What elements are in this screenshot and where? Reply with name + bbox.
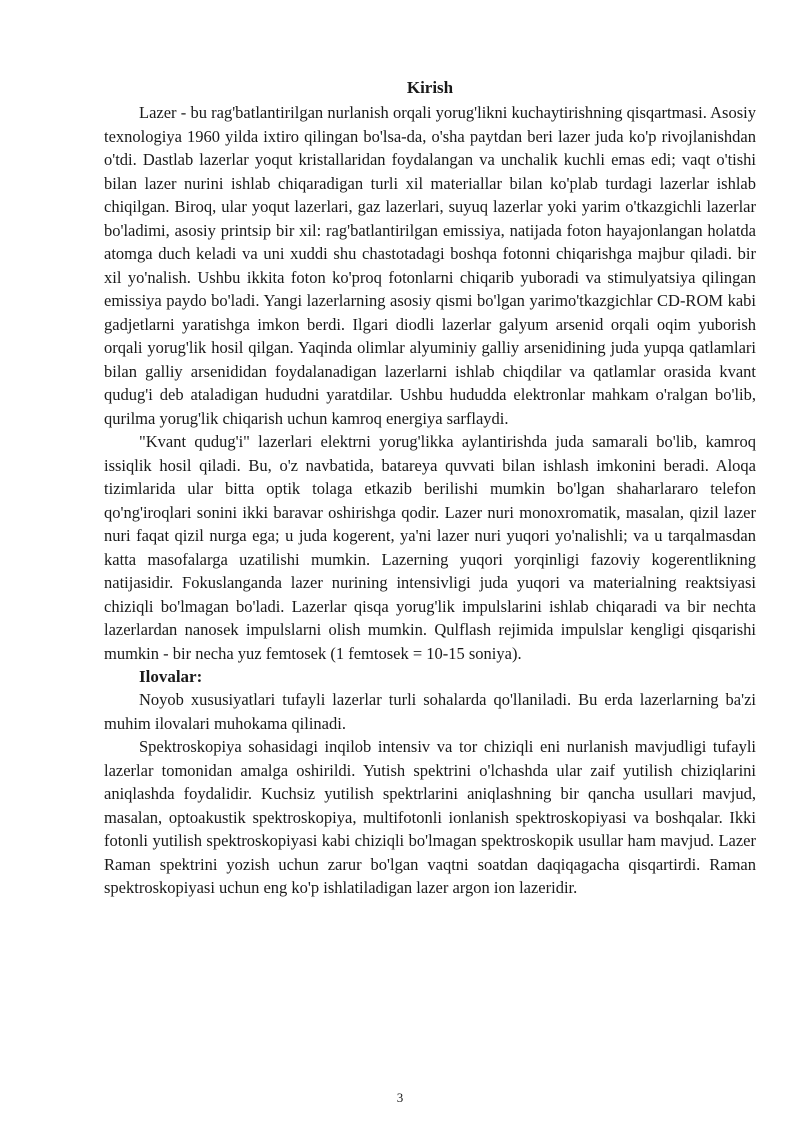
intro-paragraph-2: "Kvant qudug'i" lazerlari elektrni yorug'likka aylantirishda juda samarali bo'lib, kamroq issiqlik hosil qiladi. Bu, o'z navbatida, batareya quvvati bilan ishlash imkonini beradi. Aloqa tizimlarida ular bitta optik tolaga etkazib berilishi mumkin bo'lgan shaharlararo telefon qo'ng'iroqlari sonini ikki baravar oshirishga qodir. Lazer nuri monoxromatik, masalan, qizil lazer nuri faqat qizil nurga ega; u juda kogerent, ya'ni lazer nuri yuqori yo'nalishli; va u tarqalmasdan katta masofalarga uzatilishi mumkin. Lazerning yuqori yorqinligi fazoviy kogerentlikning natijasidir. Fokuslanganda lazer nurining intensivligi juda yuqori va materialning reaktsiyasi chiziqli bo'lmagan bo'ladi. Lazerlar qisqa yorug'lik impulslarini ishlab chiqaradi va bir nechta lazerlardan nanosek impulslarni olish mumkin. Qulflash rejimida impulslar kengligi qisqarishi mumkin - bir necha yuz femtosek (1 femtosek = 10-15 soniya). bbox=[104, 432, 756, 663]
section-heading-applications: Ilovalar: bbox=[139, 667, 203, 686]
applications-paragraph-1: Noyob xususiyatlari tufayli lazerlar turli sohalarda qo'llaniladi. Bu erda lazerlarning ba'zi muhim ilovalari muhokama qilinadi. bbox=[104, 690, 756, 733]
document-title: Kirish bbox=[406, 78, 454, 97]
intro-paragraph-1: Lazer - bu rag'batlantirilgan nurlanish orqali yorug'likni kuchaytirishning qisqartmasi. Asosiy texnologiya 1960 yilda ixtiro qilingan bo'lsa-da, o'sha paytdan beri lazer juda ko'p rivojlanishdan o'tdi. Dastlab lazerlar yoqut kristallaridan foydalangan va unchalik kuchli emas edi; vaqt o'tishi bilan lazer nurini ishlab chiqaradigan turli xil materiallar bilan ko'plab turdagi lazerlar ishlab chiqilgan. Biroq, ular yoqut lazerlari, gaz lazerlari, suyuq lazerlar yoki yarim o'tkazgichli lazerlar bo'ladimi, asosiy printsip bir xil: rag'batlantirilgan emissiya, natijada foton hayajonlangan holatda atomga duch keladi va uni xuddi shu chastotadagi boshqa fotonni chiqarishga majbur qiladi. bir xil yo'nalish. Ushbu ikkita foton ko'proq fotonlarni chiqarib yuboradi va stimulyatsiya qilingan emissiya paydo bo'ladi. Yangi lazerlarning asosiy qismi bo'lgan yarimo'tkazgichlar CD-ROM kabi gadjetlarni yaratishga imkon berdi. Ilgari diodli lazerlar galyum arsenid orqali oqim yuborish orqali yorug'lik hosil qilgan. Yaqinda olimlar alyuminiy galliy arsenidining juda yupqa qatlamlari bilan galliy arsenididan foydalanadigan lazerlarni ishlab chiqdilar va qatlamlar orasida kvant qudug'i deb ataladigan hududni yaratdilar. Ushbu hududda elektronlar mahkam o'ralgan bo'lib, qurilma yorug'lik chiqarish uchun kamroq energiya sarflaydi. bbox=[104, 103, 756, 428]
document-page bbox=[104, 74, 756, 900]
page-number: 3 bbox=[396, 1090, 404, 1105]
applications-paragraph-2: Spektroskopiya sohasidagi inqilob intensiv va tor chiziqli eni nurlanish mavjudligi tufayli lazerlar tomonidan amalga oshirildi. Yutish spektrini o'lchashda ular zaif yutilish chiziqlarini aniqlashda foydalidir. Kuchsiz yutilish spektrlarini aniqlashning bir qancha usullari mavjud, masalan, optoakustik spektroskopiya, multifotonli ionlanish spektroskopiyasi va boshqalar. Ikki fotonli yutilish spektroskopiyasi kabi chiziqli bo'lmagan spektroskopik usullar ham mavjud. Lazer Raman spektrini yozish uchun zarur bo'lgan vaqtni soatdan daqiqagacha qisqartirdi. Raman spektroskopiyasi uchun eng ko'p ishlatiladigan lazer argon ion lazeridir. bbox=[104, 737, 756, 898]
